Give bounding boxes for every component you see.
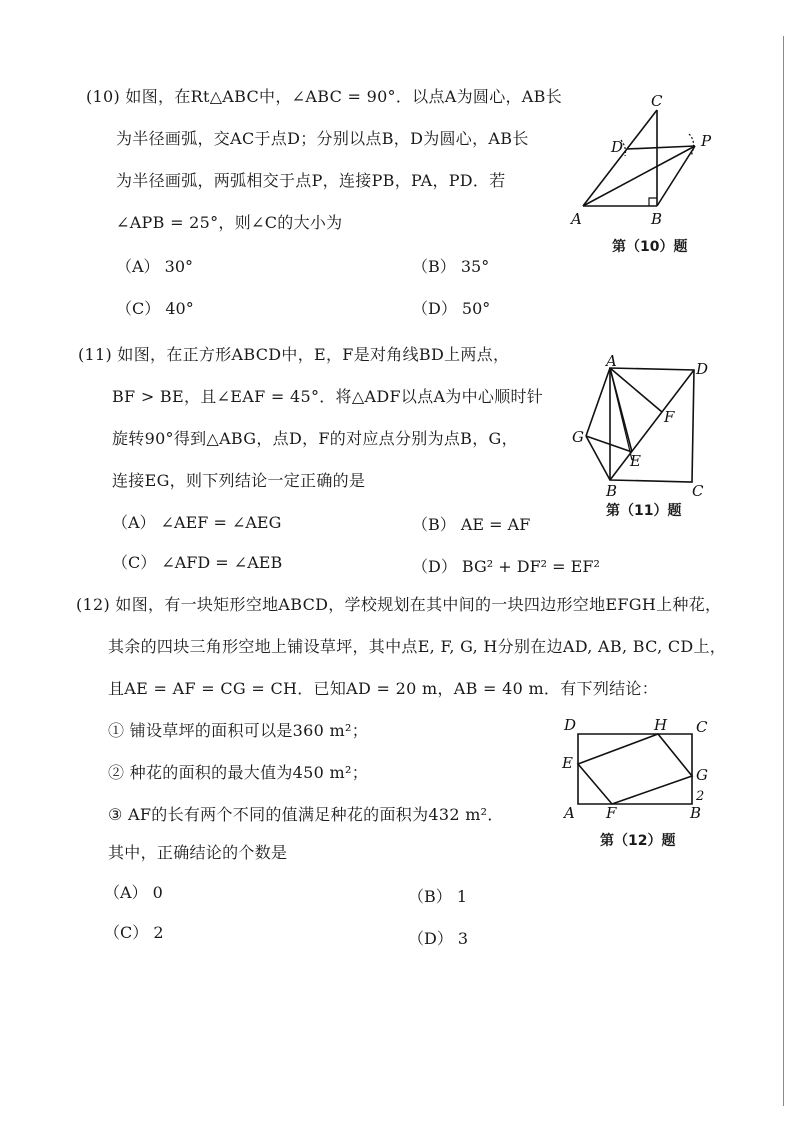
q12-label-a: A bbox=[564, 804, 575, 822]
page-edge bbox=[783, 36, 784, 1106]
q11-label-g: G bbox=[572, 428, 584, 446]
q12-question-prompt: 其中，正确结论的个数是 bbox=[108, 843, 288, 862]
q12-rectangle bbox=[578, 734, 692, 804]
q11-line-4: 连接EG，则下列结论一定正确的是 bbox=[112, 471, 366, 490]
q12-label-b: B bbox=[690, 804, 702, 822]
q11-label-d: D bbox=[696, 360, 709, 378]
q12-conclusion-1: ① 铺设草坪的面积可以是360 m²； bbox=[108, 721, 368, 740]
q10-option-d[interactable]: （D） 50° bbox=[412, 299, 491, 318]
q12-line-2: 其余的四块三角形空地上铺设草坪，其中点E, F, G, H分别在边AD, AB, BC, CD上， bbox=[108, 637, 727, 656]
q11-option-d[interactable]: （D） BG² + DF² = EF² bbox=[412, 557, 600, 576]
q11-line-1: (11) 如图，在正方形ABCD中，E，F是对角线BD上两点， bbox=[78, 345, 510, 364]
q11-option-a[interactable]: （A） ∠AEF = ∠AEG bbox=[112, 513, 282, 532]
q10-label-c: C bbox=[651, 92, 663, 110]
q10-figure bbox=[565, 90, 725, 230]
q11-label-f: F bbox=[664, 408, 675, 426]
q10-segment-pb bbox=[657, 146, 695, 206]
q10-line-4: ∠APB = 25°，则∠C的大小为 bbox=[116, 213, 343, 232]
q11-label-c: C bbox=[692, 482, 704, 500]
q11-figure bbox=[570, 352, 720, 500]
q10-label-d: D bbox=[611, 138, 624, 156]
q10-segment-pd bbox=[627, 146, 695, 149]
q12-line-3: 且AE = AF = CG = CH．已知AD = 20 m，AB = 40 m．有下列结论： bbox=[108, 679, 659, 698]
q10-line-3: 为半径画弧，两弧相交于点P，连接PB，PA，PD．若 bbox=[116, 171, 506, 190]
q12-label-e: E bbox=[562, 754, 573, 772]
q12-option-b[interactable]: （B） 1 bbox=[408, 887, 468, 906]
q10-label-a: A bbox=[571, 210, 582, 228]
q12-label-f: F bbox=[606, 804, 617, 822]
q10-label-p: P bbox=[701, 132, 712, 150]
q11-diagonal-bd bbox=[610, 370, 694, 480]
q10-label-b: B bbox=[651, 210, 663, 228]
q12-conclusion-3: ③ AF的长有两个不同的值满足种花的面积为432 m²． bbox=[108, 805, 504, 824]
q11-label-a: A bbox=[606, 352, 617, 370]
q10-line-1: (10) 如图，在Rt△ABC中，∠ABC = 90°．以点A为圆心，AB长 bbox=[86, 87, 563, 106]
q12-quadrilateral-efgh bbox=[578, 734, 692, 804]
q12-option-d[interactable]: （D） 3 bbox=[408, 929, 469, 948]
q12-figure bbox=[558, 712, 718, 822]
q11-segment-af bbox=[610, 368, 662, 412]
q10-segment-ac bbox=[583, 110, 657, 206]
q10-line-2: 为半径画弧，交AC于点D；分别以点B，D为圆心，AB长 bbox=[116, 129, 529, 148]
q11-option-b[interactable]: （B） AE = AF bbox=[412, 515, 531, 534]
q10-option-a[interactable]: （A） 30° bbox=[116, 257, 194, 276]
q12-label-d: D bbox=[564, 716, 577, 734]
q11-segment-ag bbox=[586, 368, 610, 436]
q12-line-1: (12) 如图，有一块矩形空地ABCD，学校规划在其中间的一块四边形空地EFGH上种花， bbox=[76, 595, 722, 614]
q12-label-c: C bbox=[696, 718, 708, 736]
q11-caption: 第（11）题 bbox=[606, 503, 682, 519]
q11-label-b: B bbox=[606, 482, 618, 500]
q12-conclusion-2: ② 种花的面积的最大值为450 m²； bbox=[108, 763, 368, 782]
q11-label-e: E bbox=[630, 452, 641, 470]
q12-option-a[interactable]: （A） 0 bbox=[104, 883, 163, 902]
q10-right-angle-mark bbox=[649, 198, 657, 206]
q10-caption: 第（10）题 bbox=[612, 239, 688, 255]
q12-label-mark: 2 bbox=[696, 789, 705, 804]
q11-line-2: BF > BE，且∠EAF = 45°．将△ADF以点A为中心顺时针 bbox=[112, 387, 544, 406]
q12-label-g: G bbox=[696, 766, 708, 784]
q12-label-h: H bbox=[654, 716, 668, 734]
q11-option-c[interactable]: （C） ∠AFD = ∠AEB bbox=[112, 553, 283, 572]
q12-caption: 第（12）题 bbox=[600, 833, 676, 849]
q12-option-c[interactable]: （C） 2 bbox=[104, 923, 164, 942]
q10-option-b[interactable]: （B） 35° bbox=[412, 257, 490, 276]
q10-segment-pa bbox=[583, 146, 695, 206]
q10-option-c[interactable]: （C） 40° bbox=[116, 299, 194, 318]
q11-line-3: 旋转90°得到△ABG，点D，F的对应点分别为点B，G， bbox=[112, 429, 518, 448]
